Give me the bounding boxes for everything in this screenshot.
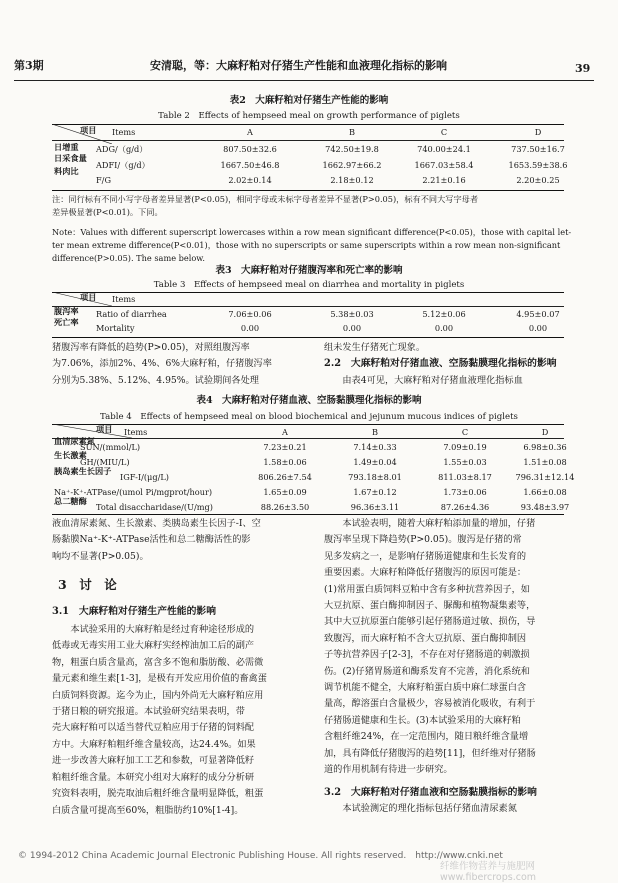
note-en-line: Note：Values with different superscript lowercases within a row mean significant difference(P<0.05)，those with capital let- — [52, 227, 572, 237]
table4-head-rule — [52, 438, 564, 439]
table2-head-rule — [52, 140, 564, 141]
table4-col-a: A — [282, 427, 288, 437]
table4-col-d: D — [541, 427, 549, 437]
table4-title-cn: 表4 大麻籽粕对仔猪血液、空肠黏膜理化指标的影响 — [196, 395, 422, 406]
table3-corner-en: Items — [112, 294, 136, 304]
table3-title-en: Table 3 Effects of hempseed meal on diarrhea and mortality in piglets — [153, 280, 465, 290]
watermark: 纤维作物营养与施肥网 www.fibercrops.com — [440, 861, 537, 883]
paragraph: 本试验测定的理化指标包括仔猪血清尿素氮 — [324, 802, 517, 814]
table2-title-en: Table 2 Effects of hempseed meal on growth performance of piglets — [158, 111, 460, 121]
table3-bottom-rule — [52, 337, 564, 338]
mid-text-right: 组未发生仔猪死亡现象。 2.2 大麻籽粕对仔猪血液、空肠黏膜理化指标的影响 由表4可见，大麻籽粕对仔猪血液理化指标血 — [324, 342, 557, 386]
table2-col-b: B — [348, 127, 356, 137]
table2-col-d: D — [534, 127, 542, 137]
table4-corner-cn: 项目 — [96, 424, 113, 434]
table4-col-b: B — [371, 427, 379, 437]
paragraph: 本试验表明，随着大麻籽粕添加量的增加，仔猪 腹泻率呈现下降趋势(P>0.05)。腹泻是仔猪的常 见多发病之一，是影响仔猪肠道健康和生长发育的 重要因素。大麻籽粕降低仔猪腹泻的原因可能是： (1)常用蛋白质饲料豆粕中含有多种抗营养因子，如 大豆抗原、蛋白酶抑制因子、脲酶和植物凝集素等， 其中大豆抗原蛋白能够引起仔猪肠道过敏、损伤，导 致腹泻，而大麻籽粕不含大豆抗原、蛋白酶抑制因 子等抗营养因子[2-3]，不存在对仔猪肠道的刺激损 伤。(2)仔猪胃肠道和酶系发育不完善，消化系统和 调节机能不健全，大麻籽粕蛋白质中麻仁球蛋白含 量高，醇溶蛋白含量极少，容易被消化吸收，有利于 仔猪肠道健康和生长。(3)本试验采用的大麻籽粕 含粗纤维24%，在一定范围内，随日粮纤维含量增 加，具有降低仔猪腹泻的趋势[11]，但纤维对仔猪肠 道的作用机制有待进一步研究。 — [324, 518, 536, 776]
note-en-line: difference(P>0.05). The same below. — [52, 253, 205, 263]
table3-title-cn: 表3 大麻籽粕对仔猪腹泻率和死亡率的影响 — [215, 265, 403, 276]
copyright-footer: © 1994-2012 China Academic Journal Electronic Publishing House. All rights reserved. http://www.cnki.net — [18, 851, 503, 861]
subsection-heading: 3.1 大麻籽粕对仔猪生产性能的影响 — [52, 605, 216, 617]
table3-head-rule — [52, 306, 564, 307]
running-title: 安清聪，等：大麻籽粕对仔猪生产性能和血液理化指标的影响 — [150, 59, 447, 72]
table4-corner-en: Items — [124, 427, 148, 437]
table3-top-rule — [52, 292, 564, 293]
table2-corner-en: Items — [112, 127, 136, 137]
table2-top-rule — [52, 124, 564, 125]
left-column — [52, 516, 314, 819]
table2-notes — [52, 193, 592, 265]
table2-corner-cn: 项目 — [80, 125, 97, 135]
paragraph: 液血清尿素氮、生长激素、类胰岛素生长因子-Ⅰ、空 肠黏膜Na⁺-K⁺-ATPase活性和总二糖酶活性的影 响均不显著(P>0.05)。 — [52, 518, 261, 562]
table2-bottom-rule — [52, 190, 564, 191]
table4-title-en: Table 4 Effects of hempseed meal on blood biochemical and jejunum mucous indices of piglets — [100, 412, 518, 422]
table2-col-c: C — [440, 127, 448, 137]
table4-bottom-rule — [52, 514, 564, 515]
note-cn-line: 差异极显著(P<0.01)。下同。 — [52, 207, 163, 217]
header-rule — [14, 80, 594, 81]
table2-title-cn: 表2 大麻籽粕对仔猪生产性能的影响 — [229, 95, 389, 106]
note-cn-line: 注：同行标有不同小写字母者差异显著(P<0.05)，相同字母或未标字母者差异不显著(P>0.05)，标有不同大写字母者 — [52, 194, 479, 204]
issue-number: 第3期 — [14, 59, 44, 72]
note-en-line: ter mean extreme difference(P<0.01)，those with no superscripts or same superscripts within a row mean non-significant — [52, 240, 561, 250]
subsection-heading: 3.2 大麻籽粕对仔猪血液和空肠黏膜指标的影响 — [324, 786, 537, 798]
right-column — [324, 516, 596, 817]
mid-text-left: 猪腹泻率有降低的趋势(P>0.05)，对照组腹泻率 为7.06%，添加2%、4%、6%大麻籽粕，仔猪腹泻率 分别为5.38%、5.12%、4.95%。试验期间各处理 — [52, 342, 272, 386]
table2-col-a: A — [247, 127, 253, 137]
page-number: 39 — [575, 62, 591, 75]
table3-corner-cn: 项目 — [80, 292, 97, 302]
table4-col-c: C — [461, 427, 469, 437]
section-heading: 3 讨 论 — [58, 577, 117, 593]
paragraph: 本试验采用的大麻籽粕是经过育种途径形成的 低毒或无毒实用工业大麻籽实经榨油加工后的副产 物，粗蛋白质含量高，富含多不饱和脂肪酸、必需微 量元素和维生素[1-3]，是极有开发应用价值的畜禽蛋 白质饲料资源。迄今为止，国内外尚无大麻籽粕应用 于猪日粮的研究报道。本试验研究结果表明，带 壳大麻籽粕可以适当替代豆粕应用于仔猪的饲料配 方中。大麻籽粕粗纤维含量较高，达24.4%。如果 进一步改善大麻籽加工工艺和参数，可显著降低籽 粕粗纤维含量。本研究小组对大麻籽的成分分析研 究资料表明，脱壳取油后粗纤维含量明显降低，粗蛋 白质含量可提高至60%，粗脂肪约10%[1-4]。 — [52, 624, 267, 816]
